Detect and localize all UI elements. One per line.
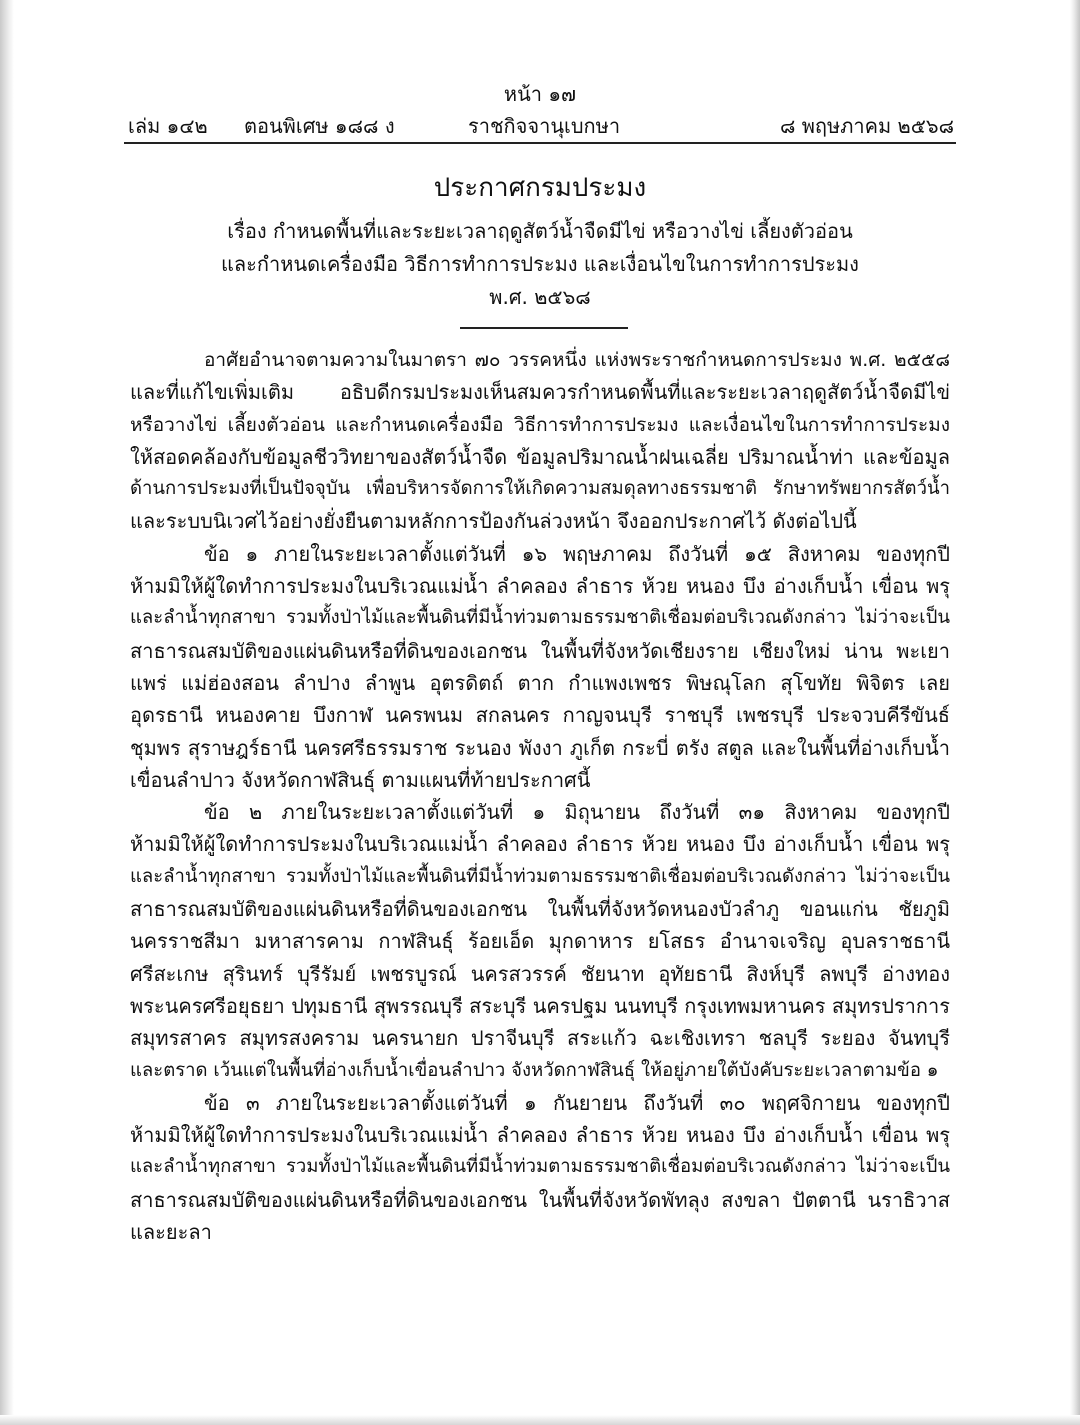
text-line: ด้านการประมงที่เป็นปัจจุบัน เพื่อบริหารจัดการให้เกิดความสมดุลทางธรรมชาติ รักษาทรัพยากรสัตว์น้ำ — [130, 478, 950, 500]
clause-3-paragraph — [130, 1087, 950, 1248]
text-line: และลำน้ำทุกสาขา รวมทั้งป่าไม้และพื้นดินที่มีน้ำท่วมตามธรรมชาติเชื่อมต่อบริเวณดังกล่าว ไม่ว่าจะเป็น — [130, 607, 950, 629]
subject-line: เรื่อง กำหนดพื้นที่และระยะเวลาฤดูสัตว์น้ำจืดมีไข่ หรือวางไข่ เลี้ยงตัวอ่อน — [227, 219, 853, 243]
page-number: หน้า ๑๗ — [503, 82, 577, 106]
title-divider — [460, 327, 628, 329]
text-line: และยะลา — [130, 1220, 212, 1245]
text-line: สาธารณสมบัติของแผ่นดินหรือที่ดินของเอกชน ในพื้นที่จังหวัดเชียงราย เชียงใหม่ น่าน พะเยา — [130, 638, 950, 663]
text-line: และลำน้ำทุกสาขา รวมทั้งป่าไม้และพื้นดินที่มีน้ำท่วมตามธรรมชาติเชื่อมต่อบริเวณดังกล่าว ไม่ว่าจะเป็น — [130, 865, 950, 887]
text-line: ห้ามมิให้ผู้ใดทำการประมงในบริเวณแม่น้ำ ลำคลอง ลำธาร ห้วย หนอง บึง อ่างเก็บน้ำ เขื่อน พรุ — [130, 574, 950, 599]
text-line: ศรีสะเกษ สุรินทร์ บุรีรัมย์ เพชรบูรณ์ นครสวรรค์ ชัยนาท อุทัยธานี สิงห์บุรี ลพบุรี อ่างทอง — [130, 961, 950, 986]
subject-year: พ.ศ. ๒๕๖๘ — [489, 285, 591, 309]
header-divider — [124, 142, 956, 144]
text-line: อาศัยอำนาจตามความในมาตรา ๗๐ วรรคหนึ่ง แห่งพระราชกำหนดการประมง พ.ศ. ๒๕๕๘ — [204, 349, 950, 371]
text-line: ข้อ ๓ ภายในระยะเวลาตั้งแต่วันที่ ๑ กันยายน ถึงวันที่ ๓๐ พฤศจิกายน ของทุกปี — [204, 1090, 950, 1115]
text-line: สมุทรสาคร สมุทรสงคราม นครนายก ปราจีนบุรี สระแก้ว ฉะเชิงเทรา ชลบุรี ระยอง จันทบุรี — [130, 1026, 950, 1051]
text-line: ให้สอดคล้องกับข้อมูลชีววิทยาของสัตว์น้ำจืด ข้อมูลปริมาณน้ำฝนเฉลี่ย ปริมาณน้ำท่า และข้อมูล — [130, 444, 950, 469]
document-body — [130, 344, 950, 1248]
text-line: และตราด เว้นแต่ในพื้นที่อ่างเก็บน้ำเขื่อนลำปาว จังหวัดกาฬสินธุ์ ให้อยู่ภายใต้บังคับระยะเวลาตามข้อ ๑ — [130, 1059, 939, 1081]
text-line: ห้ามมิให้ผู้ใดทำการประมงในบริเวณแม่น้ำ ลำคลอง ลำธาร ห้วย หนอง บึง อ่างเก็บน้ำ เขื่อน พรุ — [130, 832, 950, 857]
text-line: สาธารณสมบัติของแผ่นดินหรือที่ดินของเอกชน ในพื้นที่จังหวัดหนองบัวลำภู ขอนแก่น ชัยภูมิ — [130, 897, 950, 922]
text-line: ข้อ ๒ ภายในระยะเวลาตั้งแต่วันที่ ๑ มิถุนายน ถึงวันที่ ๓๑ สิงหาคม ของทุกปี — [204, 800, 950, 825]
text-line: ห้ามมิให้ผู้ใดทำการประมงในบริเวณแม่น้ำ ลำคลอง ลำธาร ห้วย หนอง บึง อ่างเก็บน้ำ เขื่อน พรุ — [130, 1123, 950, 1148]
text-line: อุดรธานี หนองคาย บึงกาฬ นครพนม สกลนคร กาญจนบุรี ราชบุรี เพชรบุรี ประจวบคีรีขันธ์ — [130, 703, 950, 728]
header-section: ตอนพิเศษ ๑๘๘ ง — [244, 114, 395, 138]
gazette-header — [126, 111, 956, 141]
clause-1-paragraph — [130, 538, 950, 796]
header-gazette-name: ราชกิจจานุเบกษา — [468, 114, 621, 138]
text-line: เขื่อนลำปาว จังหวัดกาฬสินธุ์ ตามแผนที่ท้ายประกาศนี้ — [130, 767, 591, 792]
text-line: และลำน้ำทุกสาขา รวมทั้งป่าไม้และพื้นดินที่มีน้ำท่วมตามธรรมชาติเชื่อมต่อบริเวณดังกล่าว ไม่ว่าจะเป็น — [130, 1156, 950, 1178]
text-line: หรือวางไข่ เลี้ยงตัวอ่อน และกำหนดเครื่องมือ วิธีการทำการประมง และเงื่อนไขในการทำการประมง — [130, 413, 950, 436]
text-line: พระนครศรีอยุธยา ปทุมธานี สุพรรณบุรี สระบุรี นครปฐม นนทบุรี กรุงเทพมหานคร สมุทรปราการ — [130, 993, 950, 1018]
text-line: และระบบนิเวศไว้อย่างยั่งยืนตามหลักการป้องกันล่วงหน้า จึงออกประกาศไว้ ดังต่อไปนี้ — [130, 509, 857, 534]
text-line: นครราชสีมา มหาสารคาม กาฬสินธุ์ ร้อยเอ็ด มุกดาหาร ยโสธร อำนาจเจริญ อุบลราชธานี — [130, 929, 950, 954]
header-date: ๘ พฤษภาคม ๒๕๖๘ — [779, 114, 954, 138]
subject-line: และกำหนดเครื่องมือ วิธีการทำการประมง และเงื่อนไขในการทำการประมง — [221, 252, 859, 276]
text-line: ข้อ ๑ ภายในระยะเวลาตั้งแต่วันที่ ๑๖ พฤษภาคม ถึงวันที่ ๑๕ สิงหาคม ของทุกปี — [204, 541, 950, 566]
document-subject — [0, 215, 1080, 314]
text-line: แพร่ แม่ฮ่องสอน ลำปาง ลำพูน อุตรดิตถ์ ตาก กำแพงเพชร พิษณุโลก สุโขทัย พิจิตร เลย — [130, 670, 950, 695]
document-title: ประกาศกรมประมง — [433, 173, 647, 203]
text-line: และที่แก้ไขเพิ่มเติม อธิบดีกรมประมงเห็นสมควรกำหนดพื้นที่และระยะเวลาฤดูสัตว์น้ำจืดมีไข่ — [130, 380, 950, 405]
preamble-paragraph — [130, 344, 950, 538]
text-line: สาธารณสมบัติของแผ่นดินหรือที่ดินของเอกชน ในพื้นที่จังหวัดพัทลุง สงขลา ปัตตานี นราธิวาส — [130, 1187, 950, 1212]
text-line: ชุมพร สุราษฎร์ธานี นครศรีธรรมราช ระนอง พังงา ภูเก็ต กระบี่ ตรัง สตูล และในพื้นที่อ่างเก็บน้ำ — [130, 735, 950, 760]
header-volume: เล่ม ๑๔๒ — [128, 114, 208, 138]
clause-2-paragraph — [130, 796, 950, 1087]
